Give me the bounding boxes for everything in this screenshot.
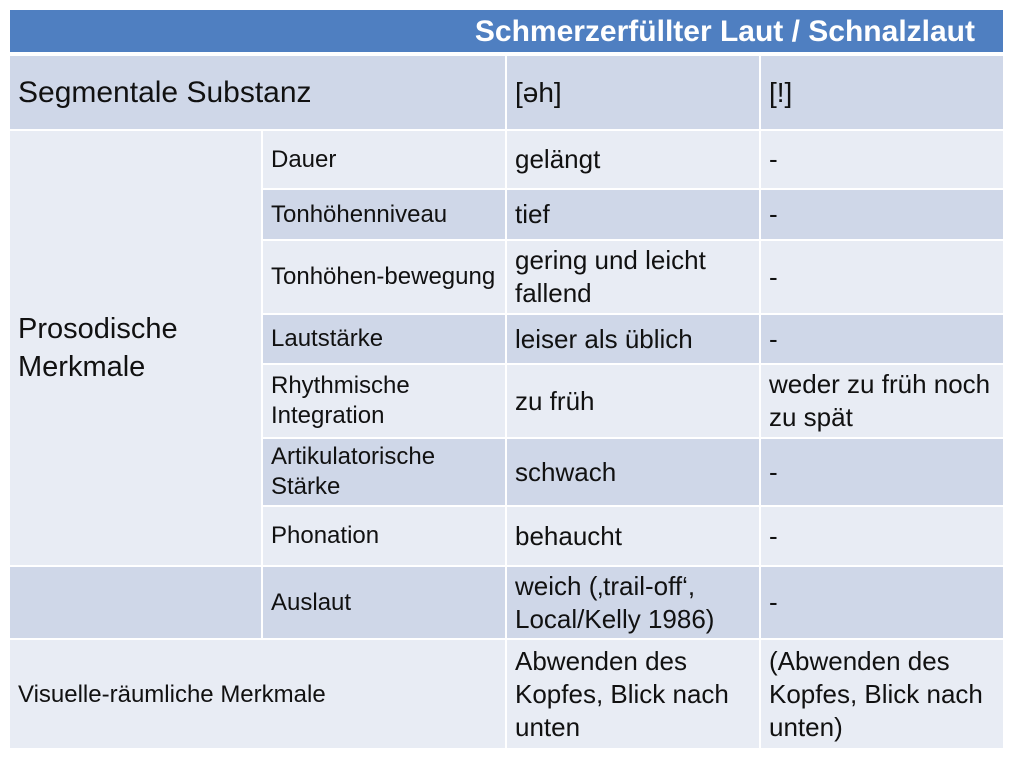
feature-table-container [10, 10, 1003, 750]
feature-value-col3: behaucht [507, 507, 761, 567]
visual-row [10, 640, 1003, 750]
segmental-value-col3: [əh] [507, 56, 761, 131]
segmental-row [10, 56, 1003, 131]
segmental-value-col4: [!] [761, 56, 1003, 131]
visual-label: Visuelle-räumliche Merkmale [10, 640, 507, 750]
visual-value-col4: (Abwenden des Kopfes, Blick nach unten) [761, 640, 1003, 750]
feature-label: Tonhöhenniveau [263, 190, 507, 241]
feature-label: Lautstärke [263, 315, 507, 365]
table-title: Schmerzerfüllter Laut / Schnalzlaut [10, 10, 1003, 56]
feature-value-col3: tief [507, 190, 761, 241]
feature-value-col3: leiser als üblich [507, 315, 761, 365]
feature-value-col4: - [761, 241, 1003, 315]
feature-label: Tonhöhen-bewegung [263, 241, 507, 315]
feature-value-col3: weich (‚trail-off‘, Local/Kelly 1986) [507, 567, 761, 640]
table-row [10, 131, 1003, 190]
feature-label: Artikulatorische Stärke [263, 439, 507, 507]
feature-label: Rhythmische Integration [263, 365, 507, 439]
feature-value-col4: - [761, 567, 1003, 640]
feature-value-col3: schwach [507, 439, 761, 507]
prosodic-label: Prosodische Merkmale [10, 131, 263, 567]
feature-value-col4: - [761, 507, 1003, 567]
visual-value-col3: Abwenden des Kopfes, Blick nach unten [507, 640, 761, 750]
feature-table [10, 10, 1003, 750]
feature-value-col4: - [761, 190, 1003, 241]
feature-value-col4: weder zu früh noch zu spät [761, 365, 1003, 439]
feature-label: Dauer [263, 131, 507, 190]
table-header-row [10, 10, 1003, 56]
auslaut-row [10, 567, 1003, 640]
feature-value-col4: - [761, 439, 1003, 507]
feature-value-col3: zu früh [507, 365, 761, 439]
feature-value-col4: - [761, 131, 1003, 190]
auslaut-group-cell [10, 567, 263, 640]
feature-value-col3: gelängt [507, 131, 761, 190]
feature-value-col4: - [761, 315, 1003, 365]
feature-label: Phonation [263, 507, 507, 567]
feature-label: Auslaut [263, 567, 507, 640]
feature-value-col3: gering und leicht fallend [507, 241, 761, 315]
segmental-label: Segmentale Substanz [10, 56, 507, 131]
